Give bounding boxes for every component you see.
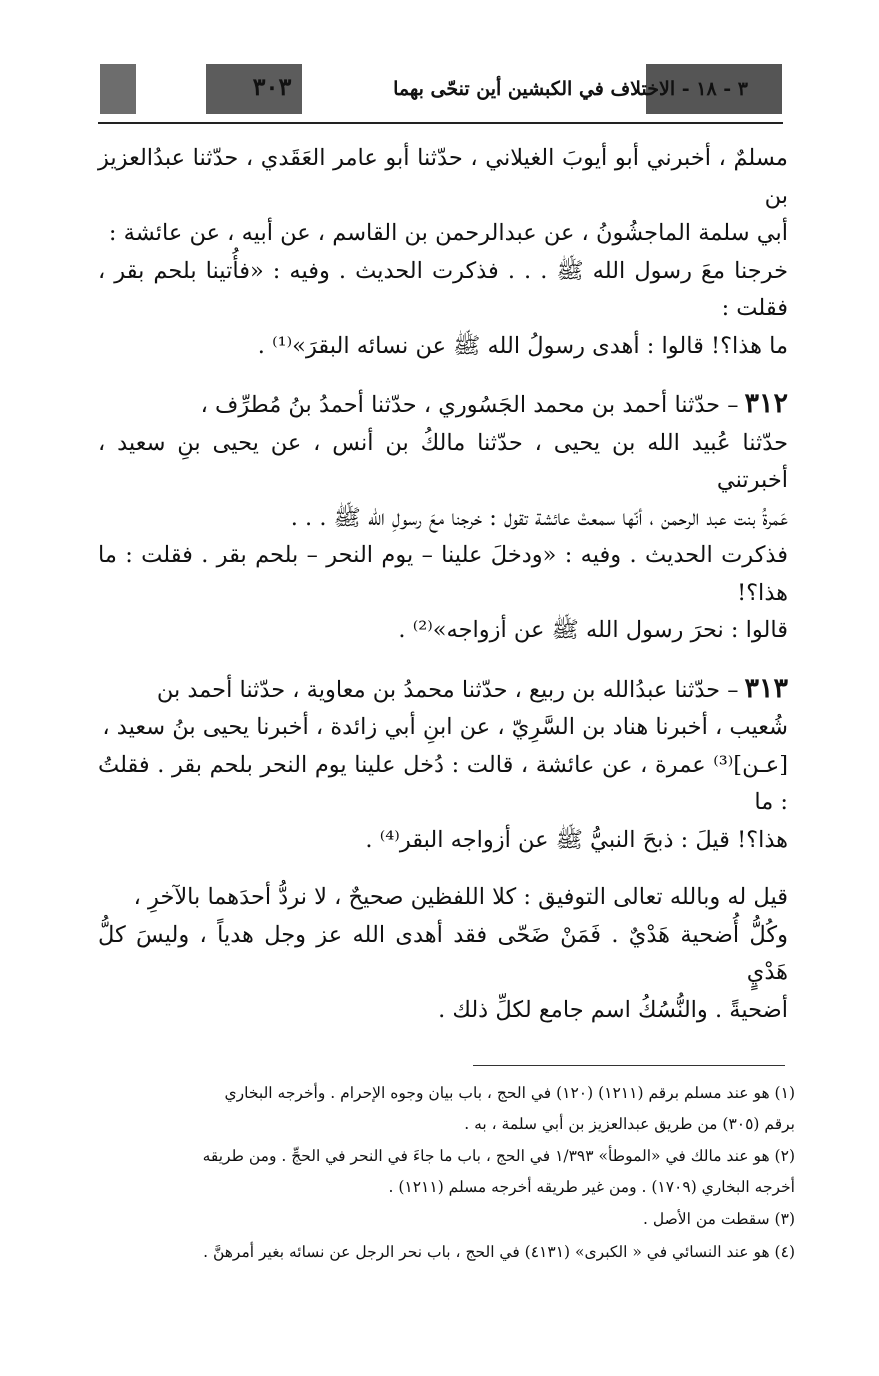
footnote-line: أخرجه البخاري (١٧٠٩) . ومن غير طريقه أخرجه مسلم (١٢١١) . [388, 1177, 795, 1196]
hadith-number: ٣١٢ [744, 388, 788, 419]
text-line: عَمرةُ بنت عبد الرحمن ، أنّها سمعتْ عائشة تقول : خرجنا معَ رسولِ الله ﷺ . . . [290, 504, 788, 531]
footnote-3 [95, 1204, 795, 1235]
text-line: وكُلُّ أُضحية هَدْيٌ . فَمَنْ ضَحّى فقد أهدى الله عز وجل هدياً ، وليسَ كلُّ هَدْيٍ [98, 921, 788, 985]
text-line: مسلمٌ ، أخبرني أبو أيوبَ الغيلاني ، حدّثنا أبو عامر العَقَدي ، حدّثنا عبدُالعزيز بن [98, 145, 788, 209]
text-line: هذا؟! قيلَ : ذبحَ النبيُّ ﷺ عن أزواجه البقر⁽⁴⁾ . [365, 826, 788, 853]
text-line-content: – حدّثنا عبدُالله بن ربيع ، حدّثنا محمدُ بن معاوية ، حدّثنا أحمد بن [156, 676, 739, 703]
text-line: خرجنا معَ رسول الله ﷺ . . . فذكرت الحديث . وفيه : «فأُتينا بلحم بقر ، فقلت : [98, 257, 788, 321]
hadith-number: ٣١٣ [744, 672, 788, 704]
header-shade-left [100, 64, 136, 114]
text-line: حدّثنا عُبيد الله بن يحيى ، حدّثنا مالكُ بن أنس ، عن يحيى بنِ سعيد ، أخبرتني [98, 429, 788, 493]
text-line: قيل له وبالله تعالى التوفيق : كلا اللفظين صحيحٌ ، لا نردُّ أحدَهما بالآخرِ ، [133, 884, 788, 910]
page-number: ٣٠٣ [252, 72, 292, 101]
text-line-content: – حدّثنا أحمد بن محمد الجَسُوري ، حدّثنا أحمدُ بنُ مُطرِّف ، [200, 392, 739, 418]
text-line [98, 385, 788, 425]
text-line: [عـن]⁽³⁾ عمرة ، عن عائشة ، قالت : دُخل علينا يوم النحر بلحم بقر . فقلتُ : ما [98, 751, 788, 815]
text-line: قالوا : نحرَ رسول الله ﷺ عن أزواجه»⁽²⁾ . [398, 617, 788, 643]
footnote-line: (٣) سقطت من الأصل . [643, 1210, 795, 1228]
footnote-2 [95, 1141, 795, 1202]
text-line [98, 670, 788, 710]
footnote-line: برقم (٣٠٥) من طريق عبدالعزيز بن أبي سلمة ، به . [464, 1114, 795, 1133]
commentary-paragraph [98, 879, 788, 1029]
footnote-1 [95, 1078, 795, 1139]
paragraph-continuation [98, 140, 788, 365]
footnote-separator [473, 1065, 785, 1066]
text-line: فذكرت الحديث . وفيه : «ودخلَ علينا – يوم النحر – بلحم بقر . فقلت : ما هذا؟! [98, 542, 788, 606]
page-header [98, 62, 783, 124]
footnote-4 [95, 1237, 795, 1268]
text-line: أبي سلمة الماجشُونُ ، عن عبدالرحمن بن القاسم ، عن أبيه ، عن عائشة : [108, 220, 788, 246]
running-title: ٣ - ١٨ - الاختلاف في الكبشين أين تنحّى بهما [393, 78, 748, 100]
text-line: ما هذا؟! قالوا : أهدى رسولُ الله ﷺ عن نسائه البقرَ»⁽¹⁾ . [257, 332, 788, 359]
footnotes [95, 1078, 795, 1269]
text-line: أضحيةً . والنُّسُكُ اسم جامع لكلِّ ذلك . [438, 996, 788, 1023]
hadith-313 [98, 670, 788, 860]
text-line: شُعيب ، أخبرنا هناد بن السَّرِيّ ، عن ابنِ أبي زائدة ، أخبرنا يحيى بنُ سعيد ، [102, 714, 788, 740]
footnote-line: (٢) هو عند مالك في «الموطأ» ١/٣٩٣ في الحج ، باب ما جاءَ في النحر في الحجِّ . ومن طريقه [202, 1147, 795, 1165]
footnote-line: (١) هو عند مسلم برقم (١٢١١) (١٢٠) في الحج ، باب بيان وجوه الإحرام . وأخرجه البخاري [224, 1084, 795, 1102]
footnote-line: (٤) هو عند النسائي في « الكبرى» (٤١٣١) في الحج ، باب نحر الرجل عن نسائه بغير أمرهنَّ . [203, 1242, 795, 1261]
main-text [98, 140, 788, 1049]
hadith-312 [98, 385, 788, 650]
